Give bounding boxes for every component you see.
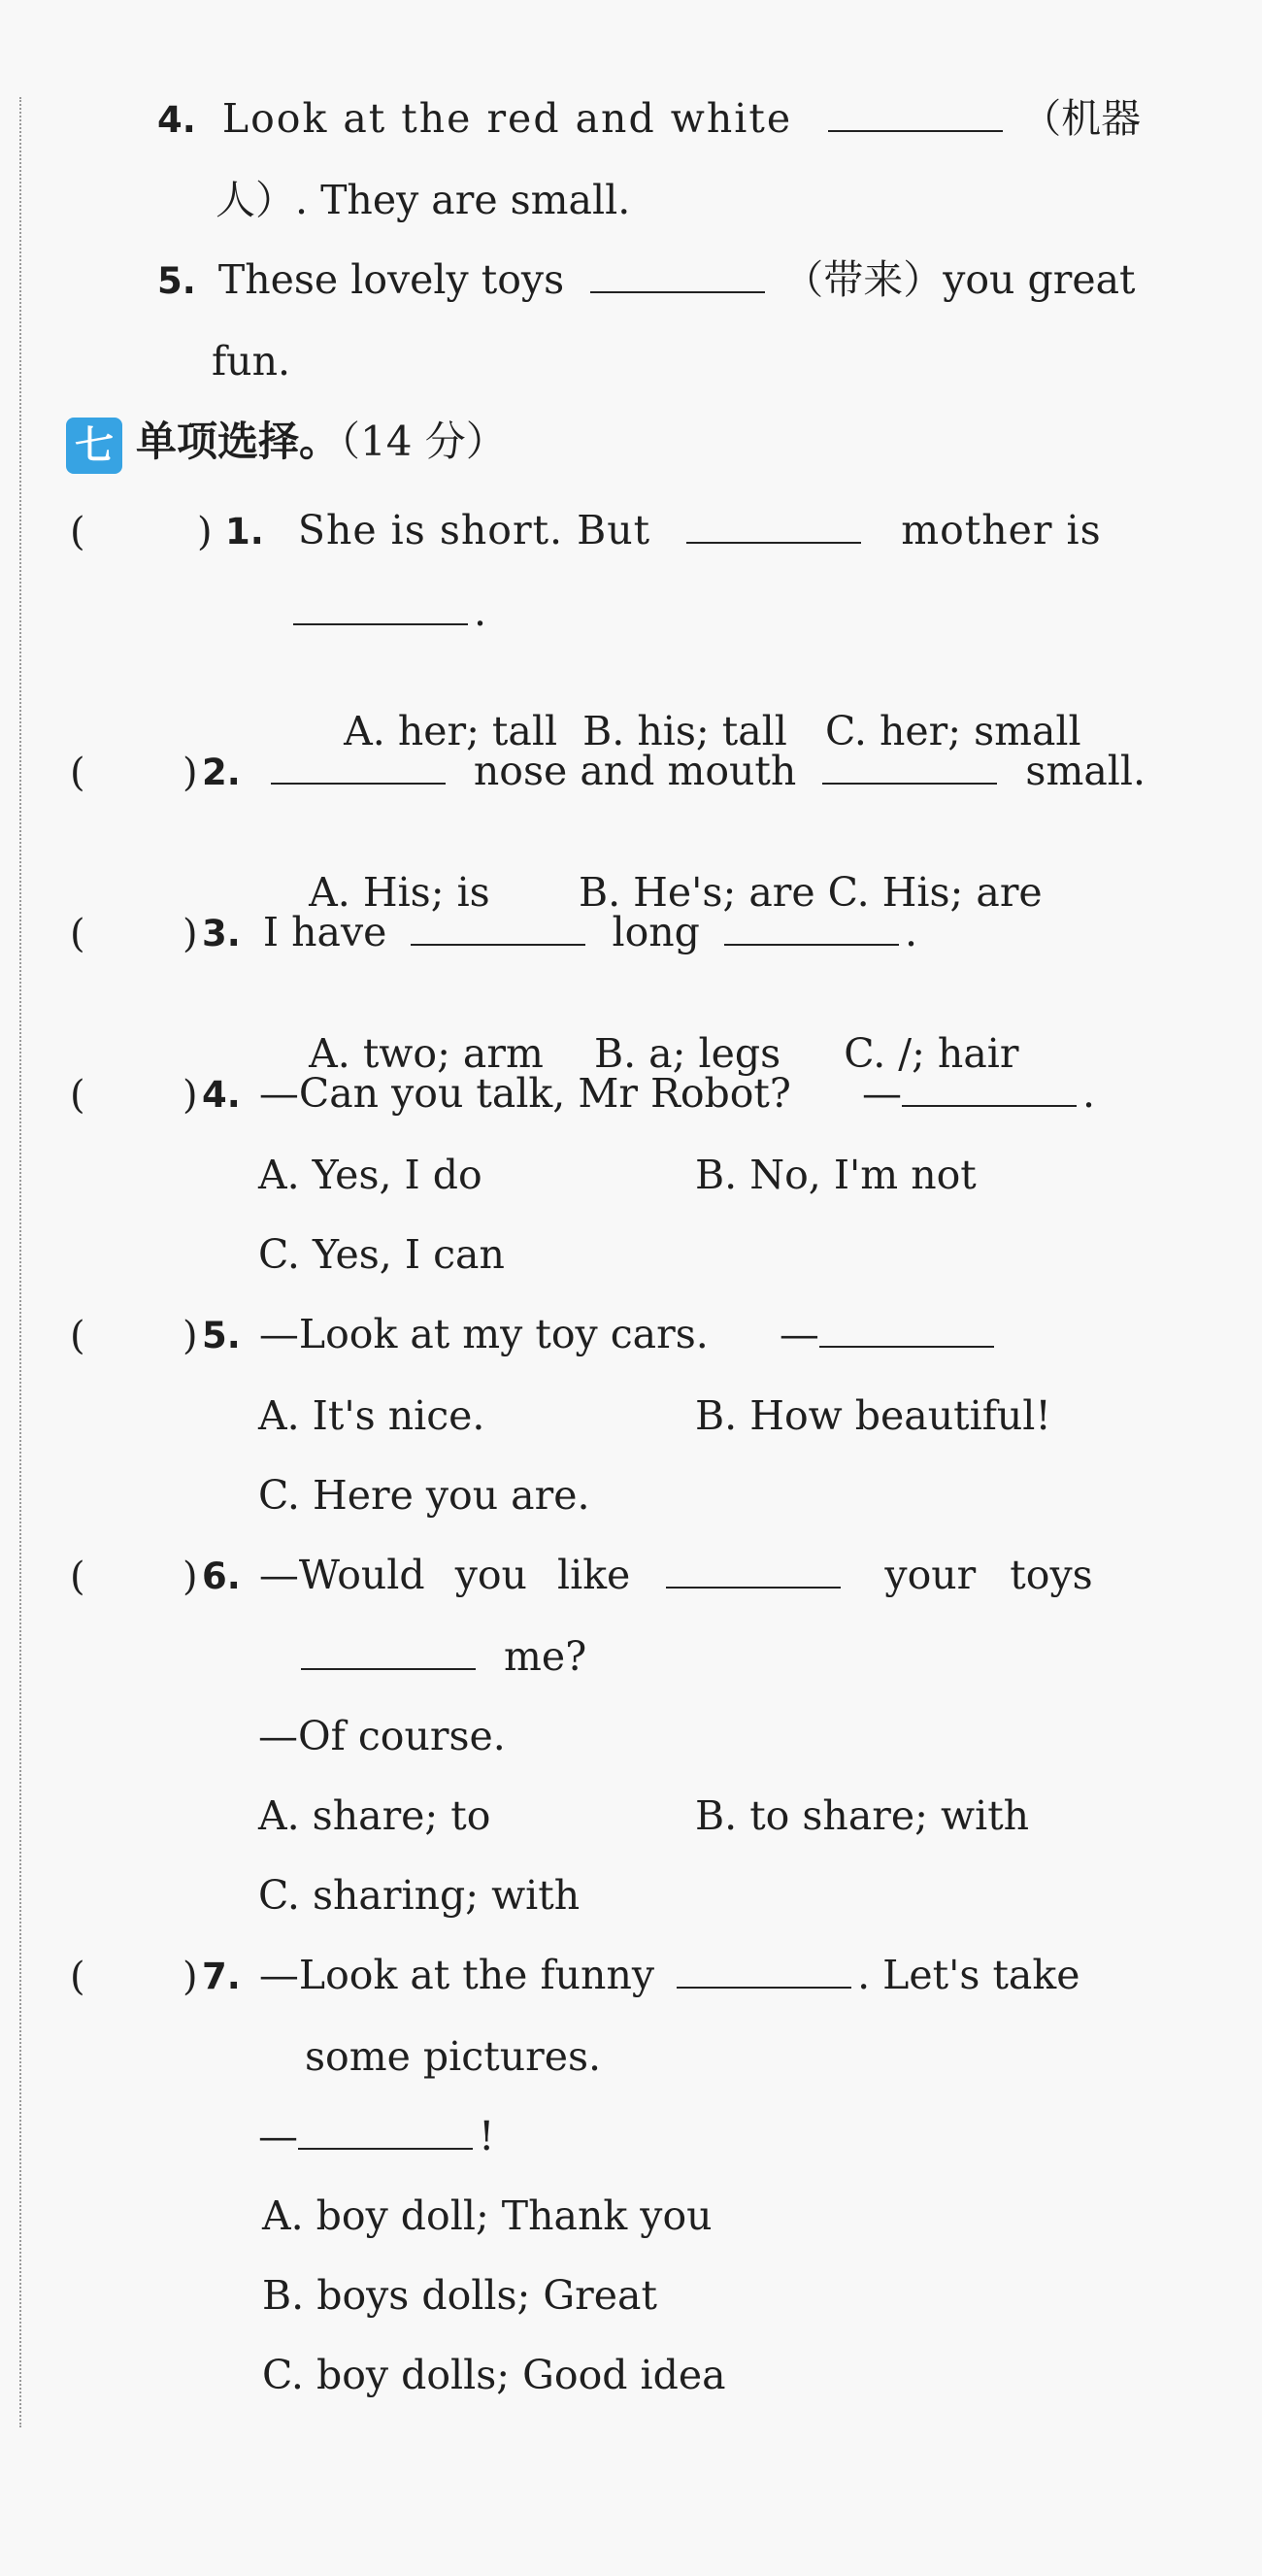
- answer-bracket-close: ): [183, 1073, 198, 1118]
- question-text: . Let's take: [857, 1952, 1080, 1998]
- option-b: B. No, I'm not: [695, 1152, 977, 1198]
- option-row: A. her; tall B. his; tall C. her; small: [344, 708, 1081, 754]
- question-number: 2.: [202, 752, 241, 793]
- answer-bracket-open: (: [70, 1555, 85, 1599]
- answer-blank[interactable]: [819, 1345, 994, 1348]
- hint-text: （机器: [1021, 95, 1142, 142]
- question-6-option-a: [258, 1792, 491, 1839]
- answer-bracket-close: ): [183, 751, 198, 795]
- question-text: —Of course.: [258, 1713, 506, 1759]
- question-4-option-b: [695, 1152, 977, 1198]
- question-text: .: [474, 588, 487, 635]
- question-text: —Would you like: [258, 1552, 631, 1598]
- question-text: —Look at my toy cars.: [258, 1311, 709, 1357]
- question-number: 3.: [202, 913, 241, 954]
- answer-bracket-close: ): [183, 1955, 198, 1999]
- answer-bracket-close: ): [183, 912, 198, 956]
- answer-blank[interactable]: [902, 1104, 1077, 1107]
- option-c: C. boy dolls; Good idea: [262, 2352, 726, 2398]
- question-5-option-a: [258, 1392, 485, 1439]
- option-a: A. boy doll; Thank you: [262, 2192, 713, 2239]
- question-7: [202, 1952, 1080, 1998]
- answer-bracket-close: ): [183, 1314, 198, 1358]
- question-7-option-b: [262, 2272, 657, 2319]
- question-text: —Look at the funny: [258, 1952, 655, 1998]
- question-text: !: [479, 2113, 495, 2159]
- option-c: C. Yes, I can: [258, 1231, 505, 1278]
- item-text-cont: 人）. They are small.: [216, 177, 631, 223]
- answer-bracket-open: (: [70, 912, 85, 956]
- section-title: 单项选择。: [136, 418, 341, 465]
- answer-blank[interactable]: [293, 622, 468, 625]
- question-number: 7.: [202, 1956, 241, 1997]
- option-c: C. Here you are.: [258, 1472, 590, 1519]
- binding-margin-rule: [19, 97, 21, 2427]
- question-text: —: [861, 1070, 902, 1117]
- answer-bracket-open: (: [70, 510, 85, 554]
- answer-blank[interactable]: [724, 943, 899, 946]
- section-heading: [136, 418, 507, 465]
- question-7-option-a: [262, 2192, 713, 2239]
- question-text: —: [779, 1311, 819, 1357]
- question-text: —Can you talk, Mr Robot?: [258, 1070, 791, 1117]
- question-4-option-a: [258, 1152, 482, 1198]
- answer-blank[interactable]: [822, 782, 997, 785]
- question-7-reply: [258, 2113, 495, 2159]
- answer-bracket-open: (: [70, 751, 85, 795]
- item-text: These lovely toys: [217, 256, 565, 303]
- answer-blank[interactable]: [301, 1667, 476, 1670]
- question-7-option-c: [262, 2352, 726, 2398]
- item-number: 4.: [157, 99, 196, 141]
- option-row: A. two; arm B. a; legs C. /; hair: [309, 1030, 1019, 1077]
- question-6-reply: [258, 1713, 506, 1759]
- question-4-option-c: [258, 1231, 505, 1278]
- question-text: long: [612, 909, 700, 955]
- answer-blank[interactable]: [666, 1586, 841, 1589]
- option-a: A. It's nice.: [258, 1392, 485, 1439]
- item-text: Look at the red and white: [221, 95, 793, 142]
- question-2: [202, 748, 1146, 794]
- question-text: I have: [262, 909, 387, 955]
- question-text: me?: [504, 1633, 587, 1680]
- answer-blank[interactable]: [271, 782, 446, 785]
- question-number: 6.: [202, 1556, 241, 1597]
- question-text: small.: [1025, 748, 1146, 794]
- answer-bracket-close: ): [197, 510, 213, 554]
- question-text: .: [904, 909, 918, 955]
- question-number: 4.: [202, 1074, 241, 1116]
- question-text: your toys: [884, 1552, 1093, 1598]
- item-text-cont: fun.: [212, 338, 291, 385]
- answer-bracket-open: (: [70, 1073, 85, 1118]
- question-6-cont: [301, 1633, 587, 1680]
- question-text: some pictures.: [305, 2033, 602, 2080]
- question-text: .: [1081, 1070, 1095, 1117]
- question-3: [202, 909, 918, 955]
- answer-blank[interactable]: [298, 2147, 473, 2150]
- question-number: 5.: [202, 1315, 241, 1356]
- question-7-cont: [305, 2033, 602, 2080]
- option-c: C. sharing; with: [258, 1872, 581, 1919]
- question-text: She is short. But: [297, 507, 651, 553]
- hint-text: （带来）you great: [783, 256, 1136, 303]
- section-points: （14 分）: [340, 418, 507, 465]
- option-a: A. Yes, I do: [258, 1152, 482, 1198]
- option-b: B. to share; with: [695, 1792, 1030, 1839]
- answer-blank[interactable]: [686, 541, 861, 544]
- fill-in-item-4-cont: [216, 177, 631, 223]
- question-number: 1.: [225, 511, 264, 552]
- fill-in-item-5: [157, 256, 1136, 303]
- question-6: [202, 1552, 1093, 1598]
- item-number: 5.: [157, 260, 196, 302]
- section-number-badge: 七: [66, 418, 122, 474]
- question-text: mother is: [901, 507, 1102, 553]
- answer-blank[interactable]: [411, 943, 585, 946]
- question-5-option-b: [695, 1392, 1051, 1439]
- answer-blank[interactable]: [828, 129, 1003, 132]
- question-1-cont: [293, 588, 487, 635]
- answer-bracket-open: (: [70, 1314, 85, 1358]
- option-a: A. share; to: [258, 1792, 491, 1839]
- fill-in-item-4: [157, 95, 1142, 142]
- question-text: —: [258, 2113, 298, 2159]
- question-1: [225, 507, 1102, 553]
- option-b: B. How beautiful!: [695, 1392, 1051, 1439]
- question-5-option-c: [258, 1472, 590, 1519]
- option-row: A. His; is B. He's; are C. His; are: [309, 869, 1043, 916]
- answer-bracket-close: ): [183, 1555, 198, 1599]
- question-text: nose and mouth: [473, 748, 797, 794]
- question-6-option-b: [695, 1792, 1030, 1839]
- answer-bracket-open: (: [70, 1955, 85, 1999]
- question-4: [202, 1070, 1095, 1117]
- question-6-option-c: [258, 1872, 581, 1919]
- option-b: B. boys dolls; Great: [262, 2272, 657, 2319]
- fill-in-item-5-cont: [212, 338, 291, 385]
- answer-blank[interactable]: [590, 290, 765, 293]
- answer-blank[interactable]: [677, 1986, 851, 1989]
- question-5: [202, 1311, 1000, 1357]
